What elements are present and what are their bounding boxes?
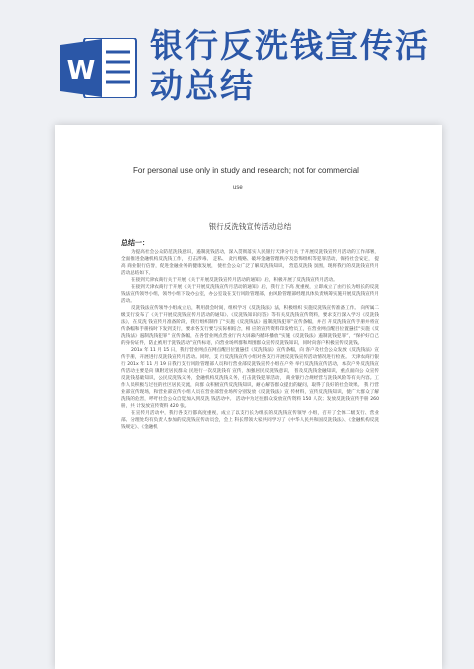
paragraph: 201x 年 11 月 15 日，我行营业网点在网点醒目位置悬挂《反洗钱法》宣传条幅，向 客户及社会公众发放《反洗钱法》宣传手册，开展进行反洗钱宣传月活动。同时，支 行反洗钱宣传小组对各支行开展反洗钱宣传活动情况进行检查。 天津农商行银行 201x 年 11 月 19 日我行支行风险管理部人员和行营业部反洗钱宣传小组在户外 举行反洗钱宣传活动，本次户外反洗钱宣传活动主要是向 镇附近居民群众 民进行一次反洗钱有 宣传，加强居民反洗钱意识， 普及反洗钱金融知识，重点面向公 众宣传反洗钱基础知识，公民反洗钱义务，金融机构反洗钱义务，打击洗钱犯罪活动， 商业银行合规经营与洗钱风险等有关内容。工作人员积极与过往的社区居民交流，向群 众积极宣传反洗钱知识，耐心解答群众提出的疑问，取得了良好的社会效果。 我 行营业部宣传现场，和营业部宣传小组人员在营业部营业场所分别发放《反洗钱法》宣 传材料，宣传反洗钱知识，使广大群众了解洗钱的危害，呼吁社会公众自觉加入到反洗 钱活动中。 活动中为过往群众发放宣传资料 150 人次；发放反洗钱宣传手册 260 册，共 计发放宣传资料 420 张。 — [121, 348, 379, 409]
paragraph: 为提高社会公众防范洗钱意识，遏制洗钱活动，深入贯彻落实人民银行天津分行关 于开展反洗钱宣传月活动的工作部署， 全面推进金融机构反洗钱工作， 打击涉毒、 走私、 贪污贿赂、破坏金融管理秩序及恐怖组织等犯罪活动，保持社会安定， 提高 商业银行信誉，促进金融业务的健康发展， 使社会公众广泛了解反洗钱知识， 营造反洗钱 氛围，现将我行的反洗钱宣传月活动总结如下。 — [121, 250, 379, 276]
document-body — [121, 249, 379, 431]
paragraph: 在宣传月活动中，我行各支行都高度重视，成立了以支行长为组长的反洗钱宣传领导 小组，召开了全体二级支行、营业部、分理处均有负责人参加的反洗钱宣传动员会，会上 科长带领大家共同学习了《中华人民共和国反洗钱法》、《金融机构反洗钱规定》、《金融机 — [121, 411, 379, 430]
title-line-2: 动总结 — [150, 66, 255, 105]
header-banner — [0, 0, 474, 110]
title-line-1: 银行反洗钱宣传活 — [150, 26, 430, 65]
paragraph: 反洗钱法宣传领导小组成立后，利用晨会时间，组织学习《反洗钱法》法，积极组织 实施反洗钱宣传准备工作。 向所属二级支行发布了《关于开展反洗钱宣传月活动的通知》、《反洗钱知识问答》等有关反洗钱宣传资料，要求支行深入学习《反洗钱法》，在反洗 钱宣传月准备阶段，我行组织制作了“实施《反洗钱法》遏制洗钱犯罪”宣传条幅，并召 开反洗钱宣传手册并将宣传条幅和手册按时下发到支行，要求各支行要与实际相结合，相 应的宣传资料印发给员工，在营业网点醒目位置悬挂“实施《反洗钱法》遏制洗钱犯罪” 宣传条幅，在各营业网点营业厅内大屏幕内循环播放“实施《反洗钱法》遏制洗钱犯罪”，“保护好自己的身份证件，防止被用于洗钱活动”宣传标语，向营业场所群和周围群众宣传反洗钱知识，同时向客户积极宣传反洗钱。 — [121, 306, 379, 346]
document-page — [55, 125, 442, 669]
section-heading: 总结一： — [121, 239, 149, 247]
usage-notice-tail: use — [233, 185, 243, 191]
word-icon-letter: W — [66, 56, 96, 86]
paragraph: 在接到天津农商行关于开展《关于开展反洗钱宣传月活动的通知》后，积极开展了反洗钱宣传月活动。 — [131, 278, 338, 283]
usage-notice: For personal use only in study and research; not for commercial — [133, 166, 359, 175]
page-title: 银行反洗钱宣传活动总结 — [208, 222, 292, 231]
word-document-icon — [60, 38, 138, 98]
paragraph: 在接到天津农商行于开展《关于开展反洗钱宣传月活动的通知》后，我行上下高 度重视，立即成立了由行长为组长的反洗钱法宣传领导小组，领导小组下设办公室，办公室设在支行风险管理部，由风险管理部经理具体负责统筹实施开展反洗钱宣传月活动。 — [121, 285, 379, 304]
document-title-banner — [150, 26, 450, 106]
